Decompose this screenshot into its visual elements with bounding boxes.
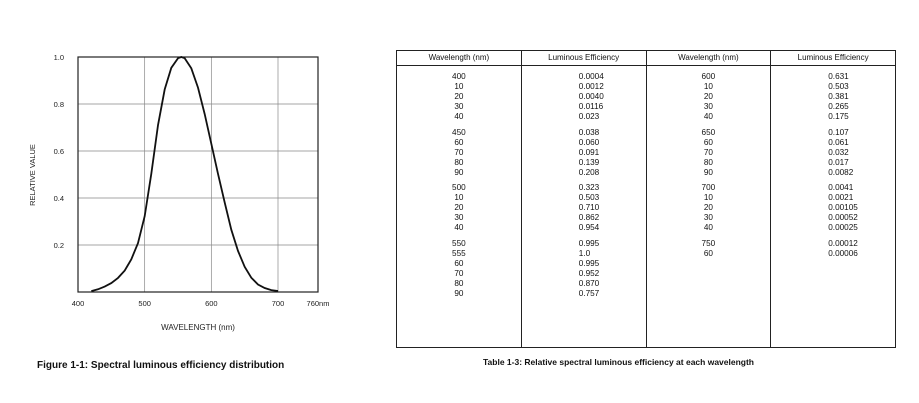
wavelength-cell: 80 (454, 278, 464, 288)
wavelength-cell: 90 (454, 288, 464, 298)
wavelength-cell: 70 (454, 147, 464, 157)
y-tick-label: 0.2 (53, 241, 64, 250)
efficiency-cell: 0.381 (828, 92, 849, 101)
efficiency-cell: 1.0 (578, 248, 591, 258)
efficiency-cell: 0.00052 (828, 213, 858, 222)
efficiency-cell: 0.995 (578, 238, 600, 248)
efficiency-cell: 0.038 (578, 127, 600, 137)
wavelength-cell: 10 (454, 193, 464, 202)
x-tick-label: 760nm (306, 299, 330, 308)
efficiency-cell: 0.00012 (828, 238, 858, 248)
efficiency-cell: 0.0040 (578, 92, 604, 101)
efficiency-cell: 0.060 (578, 137, 600, 147)
column-efficiency-left (521, 66, 646, 347)
header-wavelength-right: Wavelength (nm) (646, 51, 771, 65)
wavelength-cell: 80 (454, 157, 464, 167)
efficiency-cell: 0.0012 (578, 82, 604, 91)
efficiency-cell: 0.862 (578, 213, 600, 222)
wavelength-cell: 20 (703, 203, 713, 212)
y-tick-label: 0.6 (53, 147, 64, 156)
efficiency-cell: 0.139 (578, 157, 600, 167)
wavelength-cell: 10 (454, 82, 464, 91)
wavelength-cell: 30 (454, 213, 464, 222)
wavelength-cell: 60 (703, 137, 713, 147)
chart-grid (78, 57, 318, 292)
efficiency-cell: 0.952 (578, 268, 600, 278)
wavelength-cell: 650 (701, 127, 716, 137)
y-tick-label: 0.8 (53, 100, 64, 109)
efficiency-cell: 0.091 (578, 147, 600, 157)
efficiency-cell: 0.0041 (828, 183, 854, 192)
efficiency-cell: 0.995 (578, 258, 600, 268)
wavelength-cell: 30 (703, 102, 713, 111)
efficiency-cell: 0.503 (828, 82, 849, 91)
figure-caption: Figure 1-1: Spectral luminous efficiency distribution (37, 360, 285, 371)
wavelength-cell: 20 (703, 92, 713, 101)
wavelength-cell: 60 (454, 258, 464, 268)
y-tick-labels (54, 53, 64, 250)
efficiency-cell: 0.107 (828, 127, 849, 137)
x-tick-labels (72, 299, 330, 308)
wavelength-cell: 20 (454, 92, 464, 101)
header-efficiency-left: Luminous Efficiency (521, 51, 646, 65)
wavelength-cell: 550 (452, 238, 466, 248)
x-tick-label: 400 (71, 299, 85, 308)
x-tick-label: 600 (205, 299, 218, 308)
efficiency-cell: 0.265 (828, 102, 849, 111)
efficiency-cell: 0.175 (828, 112, 849, 121)
table-caption: Table 1-3: Relative spectral luminous efficiency at each wavelength (483, 357, 754, 367)
column-wavelength-left (397, 66, 521, 347)
efficiency-cell: 0.00006 (828, 248, 858, 258)
column-efficiency-right (770, 66, 895, 347)
wavelength-cell: 400 (452, 72, 466, 81)
efficiency-cell: 0.023 (578, 112, 600, 121)
wavelength-cell: 10 (703, 193, 713, 202)
wavelength-cell: 70 (454, 268, 464, 278)
efficiency-cell: 0.208 (578, 167, 600, 177)
wavelength-cell: 40 (703, 112, 713, 121)
y-tick-label: 0.4 (53, 194, 64, 203)
efficiency-cell: 0.00105 (828, 203, 858, 212)
table-body (397, 66, 895, 347)
wavelength-cell: 10 (703, 82, 713, 91)
efficiency-cell: 0.323 (578, 183, 600, 192)
efficiency-cell: 0.0082 (828, 167, 854, 177)
x-axis-label: WAVELENGTH (nm) (161, 323, 235, 332)
wavelength-cell: 700 (701, 183, 716, 192)
wavelength-cell: 60 (454, 137, 464, 147)
wavelength-cell: 90 (703, 167, 713, 177)
y-tick-label: 1.0 (53, 53, 64, 62)
efficiency-cell: 0.631 (828, 72, 849, 81)
luminous-efficiency-table (396, 50, 896, 348)
wavelength-cell: 80 (703, 157, 713, 167)
efficiency-cell: 0.757 (578, 288, 600, 298)
wavelength-cell: 20 (454, 203, 464, 212)
efficiency-cell: 0.0116 (578, 102, 604, 111)
efficiency-cell: 0.954 (578, 223, 600, 232)
wavelength-cell: 40 (703, 223, 713, 232)
efficiency-cell: 0.032 (828, 147, 849, 157)
wavelength-cell: 30 (703, 213, 713, 222)
wavelength-cell: 555 (452, 248, 466, 258)
header-wavelength-left: Wavelength (nm) (428, 53, 490, 62)
wavelength-cell: 450 (452, 127, 466, 137)
table-header-row (397, 51, 895, 66)
plot-frame (78, 57, 318, 292)
wavelength-cell: 90 (454, 167, 464, 177)
wavelength-cell: 60 (703, 248, 713, 258)
efficiency-cell: 0.0004 (578, 72, 604, 81)
wavelength-cell: 70 (703, 147, 713, 157)
efficiency-cell: 0.061 (828, 137, 849, 147)
x-tick-label: 700 (271, 299, 285, 308)
wavelength-cell: 600 (701, 72, 716, 81)
efficiency-cell: 0.017 (828, 157, 849, 167)
x-tick-label: 500 (138, 299, 151, 308)
wavelength-cell: 40 (454, 112, 464, 121)
wavelength-cell: 750 (701, 238, 716, 248)
efficiency-cell: 0.710 (578, 203, 600, 212)
y-axis-label: RELATIVE VALUE (28, 144, 37, 206)
wavelength-cell: 500 (452, 183, 466, 192)
efficiency-cell: 0.503 (578, 193, 600, 202)
efficiency-cell: 0.870 (578, 278, 600, 288)
efficiency-cell: 0.00025 (828, 223, 858, 232)
wavelength-cell: 30 (454, 102, 464, 111)
header-efficiency-right: Luminous Efficiency (770, 51, 895, 65)
efficiency-curve (91, 57, 278, 291)
column-wavelength-right (646, 66, 771, 347)
wavelength-cell: 40 (454, 223, 464, 232)
efficiency-cell: 0.0021 (828, 193, 854, 202)
